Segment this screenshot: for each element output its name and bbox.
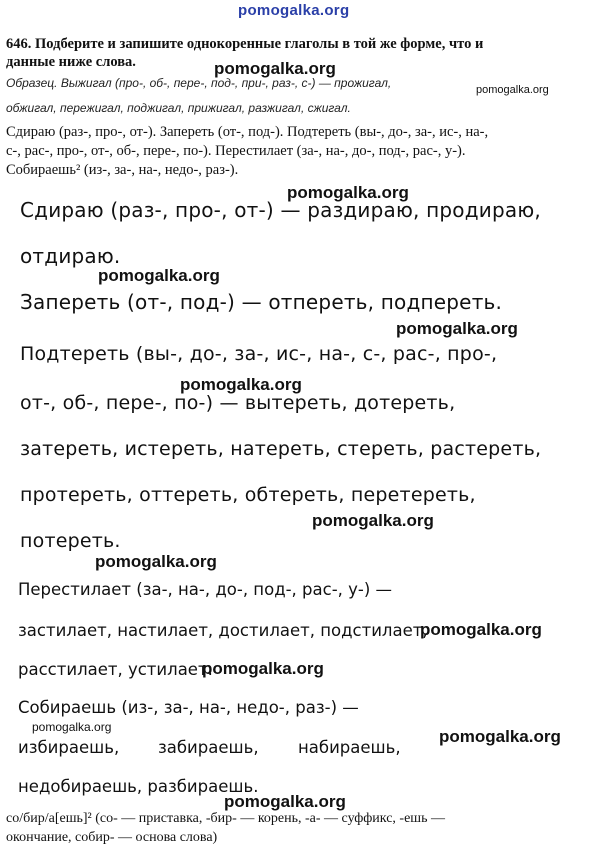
answer-line-13a: избираешь, — [18, 738, 120, 757]
watermark-mark: pomogalka.org — [95, 552, 217, 571]
footnote-line-1: со/бир/а[ешь]² (со- — приставка, -бир- — корень, -а- — суффикс, -ешь — — [6, 811, 445, 826]
answer-line-1: Сдираю (раз-, про-, от-) — раздираю, продираю, — [20, 198, 541, 222]
watermark-mark: pomogalka.org — [287, 183, 409, 202]
answer-line-5: от-, об-, пере-, по-) — вытереть, дотереть, — [20, 392, 456, 414]
sample-line-1: Образец. Выжигал (про-, об-, пере-, под-, при-, раз-, с-) — прожигал, — [6, 76, 392, 90]
answer-line-11: расстилает, устилает. — [18, 660, 213, 679]
answer-line-8: потереть. — [20, 530, 121, 552]
footnote-line-2: окончание, собир- — основа слова) — [6, 830, 218, 845]
watermark-mark: pomogalka.org — [396, 319, 518, 338]
answer-line-13b: забираешь, — [158, 738, 259, 757]
task-line-2: данные ниже слова. — [6, 54, 136, 70]
answer-line-6: затереть, истереть, натереть, стереть, растереть, — [20, 438, 542, 460]
watermark-mark: pomogalka.org — [439, 727, 561, 746]
answer-line-3: Запереть (от-, под-) — отпереть, подпереть. — [20, 290, 503, 314]
answer-line-2: отдираю. — [20, 244, 121, 268]
watermark-mark: pomogalka.org — [32, 720, 112, 734]
task-line-1: 646. Подберите и запишите однокоренные глаголы в той же форме, что и — [6, 36, 484, 52]
watermark-top[interactable]: pomogalka.org — [238, 2, 350, 19]
sample-line-2: обжигал, пережигал, поджигал, прижигал, разжигал, сжигал. — [6, 101, 351, 115]
answer-line-4: Подтереть (вы-, до-, за-, ис-, на-, с-, рас-, про-, — [20, 343, 498, 365]
watermark-mark: pomogalka.org — [202, 659, 324, 678]
answer-line-12: Собираешь (из-, за-, на-, недо-, раз-) — — [18, 698, 359, 717]
watermark-mark: pomogalka.org — [476, 84, 549, 96]
answer-line-13c: набираешь, — [298, 738, 401, 757]
exercise-line-3: Собираешь² (из-, за-, на-, недо-, раз-). — [6, 162, 239, 178]
watermark-mark: pomogalka.org — [180, 375, 302, 394]
answer-line-14: недобираешь, разбираешь. — [18, 777, 259, 796]
watermark-mark: pomogalka.org — [224, 792, 346, 811]
watermark-mark: pomogalka.org — [98, 266, 220, 285]
answer-line-9: Перестилает (за-, на-, до-, под-, рас-, у-) — — [18, 580, 393, 599]
watermark-mark: pomogalka.org — [214, 59, 336, 78]
answer-line-7: протереть, оттереть, обтереть, перетереть, — [20, 484, 476, 506]
exercise-line-1: Сдираю (раз-, про-, от-). Запереть (от-, под-). Подтереть (вы-, до-, за-, ис-, на-, — [6, 124, 489, 140]
exercise-line-2: с-, рас-, про-, от-, об-, пере-, по-). Перестилает (за-, на-, до-, под-, рас-, у-). — [6, 143, 466, 159]
answer-line-10: застилает, настилает, достилает, подстилает, — [18, 621, 428, 640]
watermark-mark: pomogalka.org — [312, 511, 434, 530]
watermark-mark: pomogalka.org — [420, 620, 542, 639]
